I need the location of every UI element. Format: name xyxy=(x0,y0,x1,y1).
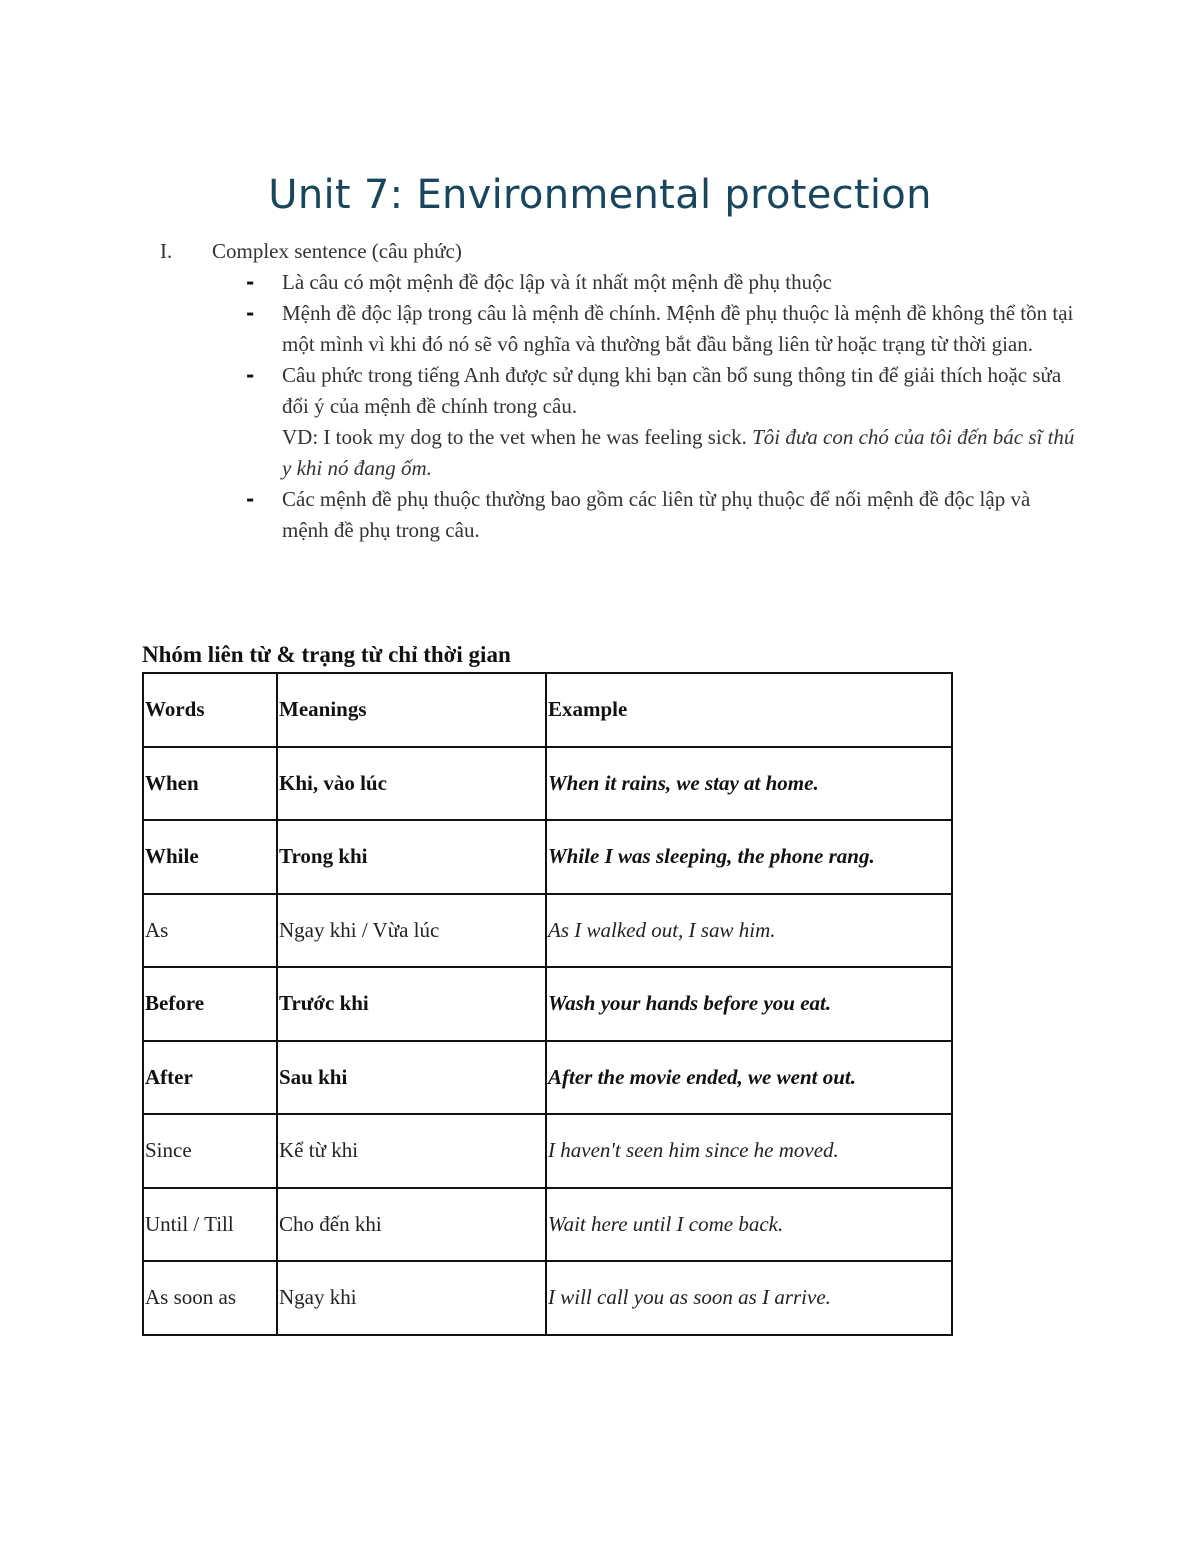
cell-meaning: Trong khi xyxy=(277,820,546,894)
table-row xyxy=(143,1114,952,1188)
bullet-text: Câu phức trong tiếng Anh được sử dụng khi bạn cần bổ sung thông tin để giải thích hoặc sửa đổi ý của mệnh đề chính trong câu. xyxy=(282,363,1062,418)
cell-example: When it rains, we stay at home. xyxy=(546,747,952,821)
cell-word: When xyxy=(143,747,277,821)
dash-bullet-icon: - xyxy=(246,270,255,294)
conjunction-table xyxy=(142,672,953,1336)
column-header-example: Example xyxy=(546,673,952,747)
column-header-meanings: Meanings xyxy=(277,673,546,747)
dash-bullet-icon: - xyxy=(246,363,255,387)
bullet-text: Các mệnh đề phụ thuộc thường bao gồm các liên từ phụ thuộc để nối mệnh đề độc lập và mệnh đề phụ trong câu. xyxy=(282,487,1031,542)
cell-example: After the movie ended, we went out. xyxy=(546,1041,952,1115)
section-numeral: I. xyxy=(160,239,173,263)
page-title: Unit 7: Environmental protection xyxy=(268,172,932,218)
table-caption: Nhóm liên từ & trạng từ chỉ thời gian xyxy=(142,642,511,667)
bullet-text: Mệnh đề độc lập trong câu là mệnh đề chính. Mệnh đề phụ thuộc là mệnh đề không thể tồn tại một mình vì khi đó nó sẽ vô nghĩa và thường bắt đầu bằng liên từ hoặc trạng từ thời gian. xyxy=(282,301,1074,356)
table-row xyxy=(143,1188,952,1262)
section-heading-text: Complex sentence (câu phức) xyxy=(212,239,462,263)
cell-word: Since xyxy=(143,1114,277,1188)
cell-meaning: Trước khi xyxy=(277,967,546,1041)
example-translation: Tôi đưa con chó của tôi đến bác sĩ thú y khi nó đang ốm. xyxy=(282,425,1075,480)
list-item xyxy=(246,298,1076,360)
table-row xyxy=(143,747,952,821)
column-header-words: Words xyxy=(143,673,277,747)
list-item xyxy=(246,360,1076,484)
bullet-text: Là câu có một mệnh đề độc lập và ít nhất một mệnh đề phụ thuộc xyxy=(282,270,832,294)
cell-example: I will call you as soon as I arrive. xyxy=(546,1261,952,1335)
cell-meaning: Ngay khi xyxy=(277,1261,546,1335)
dash-bullet-icon: - xyxy=(246,487,255,511)
cell-example: Wash your hands before you eat. xyxy=(546,967,952,1041)
table-row xyxy=(143,820,952,894)
cell-example: As I walked out, I saw him. xyxy=(546,894,952,968)
list-item xyxy=(246,267,1076,298)
table-header-row xyxy=(143,673,952,747)
bullet-list xyxy=(246,267,1076,546)
table-row xyxy=(143,1041,952,1115)
example-sentence: VD: I took my dog to the vet when he was feeling sick. xyxy=(282,425,747,449)
cell-example: Wait here until I come back. xyxy=(546,1188,952,1262)
cell-meaning: Kể từ khi xyxy=(277,1114,546,1188)
cell-word: After xyxy=(143,1041,277,1115)
cell-word: While xyxy=(143,820,277,894)
cell-meaning: Ngay khi / Vừa lúc xyxy=(277,894,546,968)
table-row xyxy=(143,894,952,968)
cell-word: As xyxy=(143,894,277,968)
cell-meaning: Cho đến khi xyxy=(277,1188,546,1262)
cell-meaning: Sau khi xyxy=(277,1041,546,1115)
cell-word: Until / Till xyxy=(143,1188,277,1262)
cell-example: While I was sleeping, the phone rang. xyxy=(546,820,952,894)
cell-word: As soon as xyxy=(143,1261,277,1335)
section-heading xyxy=(160,236,462,267)
cell-example: I haven't seen him since he moved. xyxy=(546,1114,952,1188)
dash-bullet-icon: - xyxy=(246,301,255,325)
cell-meaning: Khi, vào lúc xyxy=(277,747,546,821)
table-row xyxy=(143,1261,952,1335)
table-row xyxy=(143,967,952,1041)
list-item xyxy=(246,484,1076,546)
cell-word: Before xyxy=(143,967,277,1041)
